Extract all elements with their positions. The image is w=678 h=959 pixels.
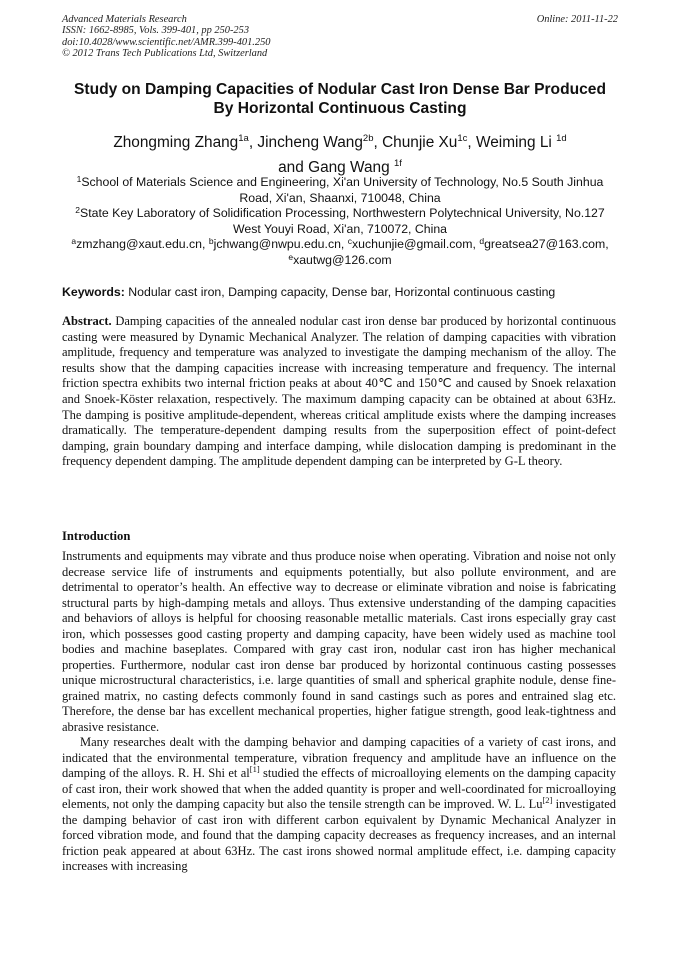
email-link[interactable]: greatsea27@163.com, [484,237,609,252]
affiliation-1: $^1$School of Materials Science and Engineering, Xi'an University of Technology, No.5 South Jinhua [76,174,604,189]
affiliation-2-cont: West Youyi Road, Xi'an, 710072, China [232,221,448,236]
email-line: $^e$xautwg@126.com [288,251,392,267]
author-affiliation-mark: 2b [362,133,374,144]
email-line: $^a$zmzhang@xaut.edu.cn, $^b$jchwang@nwpu.edu.cn, $^c$xuchunjie@gmail.com, $^d$greatsea27@163.com, [71,236,609,252]
email-link[interactable]: xautwg@126.com [293,252,392,267]
affiliation-mark: 2 [75,205,81,216]
affiliation-2: $^2$State Key Laboratory of Solidification Processing, Northwestern Polytechnical University, No.127 [75,205,605,221]
affiliation-1-cont: Road, Xi'an, Shaanxi, 710048, China [239,190,441,205]
section-heading-introduction: Introduction [62,529,131,543]
citation-ref[interactable]: [1] [249,764,260,774]
author-affiliation-mark: 1c [457,133,468,144]
author-affiliation-mark: 1f [393,158,402,169]
affiliation-mark: 1 [76,174,82,184]
abstract [62,314,616,470]
online-date: Online: 2011-11-22 [536,14,618,25]
author-affiliation-mark: 1d [556,133,567,144]
author-affiliation-mark: 1a [238,133,249,144]
author-separator: , [248,134,258,151]
email-link[interactable]: zmzhang@xaut.edu.cn, [76,237,209,252]
issn-line: ISSN: 1662-8985, Vols. 399-401, pp 250-253 [62,25,250,37]
paragraph: Many researches dealt with the damping behavior and damping capacities of a variety of cast irons, and indicated that the environmental temperature, vibration frequency and amplitude have an influence on the damping of the alloys. R. H. Shi et al[1] studied the effects of microalloying elements on the damping capacity of cast iron, their work showed that when the added quantity is proper and well-coordinated for microalloying elements, not only the damping capacity but also the tensile strength can be improved. W. L. Lu[2] investigated the damping behavior of cast iron with different carbon equivalent by Dynamic Mechanical Analyzer in forced vibration mode, and found that the damping capacity decreases as frequency increases, and an internal friction peak appeared at about 63Hz. The cast irons showed normal amplitude effect, i.e. damping capacity increases with increasing [62,735,616,873]
email-link[interactable]: xuchunjie@gmail.com, [352,237,480,252]
doi-line: doi:10.4028/www.scientific.net/AMR.399-401.250 [62,36,271,48]
author-name: Chunjie Xu [382,134,458,151]
author-name: Zhongming Zhang [113,134,239,151]
author-separator: , [373,134,383,151]
affiliations [62,175,618,269]
email-link[interactable]: jchwang@nwpu.edu.cn, [213,237,348,252]
introduction-body [62,549,616,875]
abstract-label: Abstract. [62,314,112,328]
citation-ref[interactable]: [2] [542,795,553,805]
author-separator: and [278,159,309,176]
keywords-label: Keywords: [62,285,125,299]
copyright-line: © 2012 Trans Tech Publications Ltd, Switzerland [62,47,268,59]
author-name: Jincheng Wang [257,134,363,151]
paper-title: Study on Damping Capacities of Nodular Cast Iron Dense Bar Produced By Horizontal Continuous Casting [73,81,606,117]
paragraph: Instruments and equipments may vibrate and thus produce noise when operating. Vibration and noise not only decrease service life of instruments and equipments potentially, but also pollute environment, and are detrimental to operator’s health. An effective way to decrease or eliminate vibration and noise is fabricating structural parts by high-damping metals and alloys. Thus extensive understanding of the damping capacities and behaviors of alloys is helpful for choosing reasonable metallic materials. Cast irons especially gray cast iron, which possesses good casting property and damping capacity, have been widely used as machine tool bodies and machine baseplates. Compared with gray cast iron, nodular cast iron has higher mechanical properties. Furthermore, nodular cast iron dense bar produced by horizontal continuous casting possesses unique microstructural characteristics, i.e. large quantities of small and spherical graphite nodule, dense fine-grained matrix, no casting defects commonly found in sand castings such as pores and entrained slag etc. Therefore, the dense bar has excellent mechanical properties, higher fatigue strength, good leak-tightness and abrasive resistance. [62,549,616,734]
author-separator: , [467,134,476,151]
keywords [62,285,618,300]
author-list [62,130,618,180]
abstract-text: Damping capacities of the annealed nodular cast iron dense bar produced by horizontal continuous casting were measured by Dynamic Mechanical Analyzer. The relation of damping capacities with vibration amplitude, frequency and temperature was analyzed to investigate the damping mechanism of the alloy. The results show that the damping capacities increase with increasing temperature and frequency. The internal friction spectra exhibits two internal friction peaks at about 40℃ and 150℃ and caused by Snoek relaxation and Snoek-Köster relaxation, respectively. The maximum damping capacity can be obtained at about 63Hz. The damping is positive amplitude-dependent, whereas critical amplitude exists where the damping increases dramatically. The temperature-dependent damping results from the superposition effect of point-defect damping, grain boundary damping and interface damping, while dislocation damping is predominant in the frequency dependent damping. The amplitude dependent damping can be interpreted by G-L theory. [62,314,616,469]
author-name: Weiming Li [475,134,557,151]
journal-name: Advanced Materials Research [62,14,187,25]
keywords-text: Nodular cast iron, Damping capacity, Dense bar, Horizontal continuous casting [124,285,556,299]
author-name: Gang Wang [308,159,394,176]
journal-header [62,14,618,59]
